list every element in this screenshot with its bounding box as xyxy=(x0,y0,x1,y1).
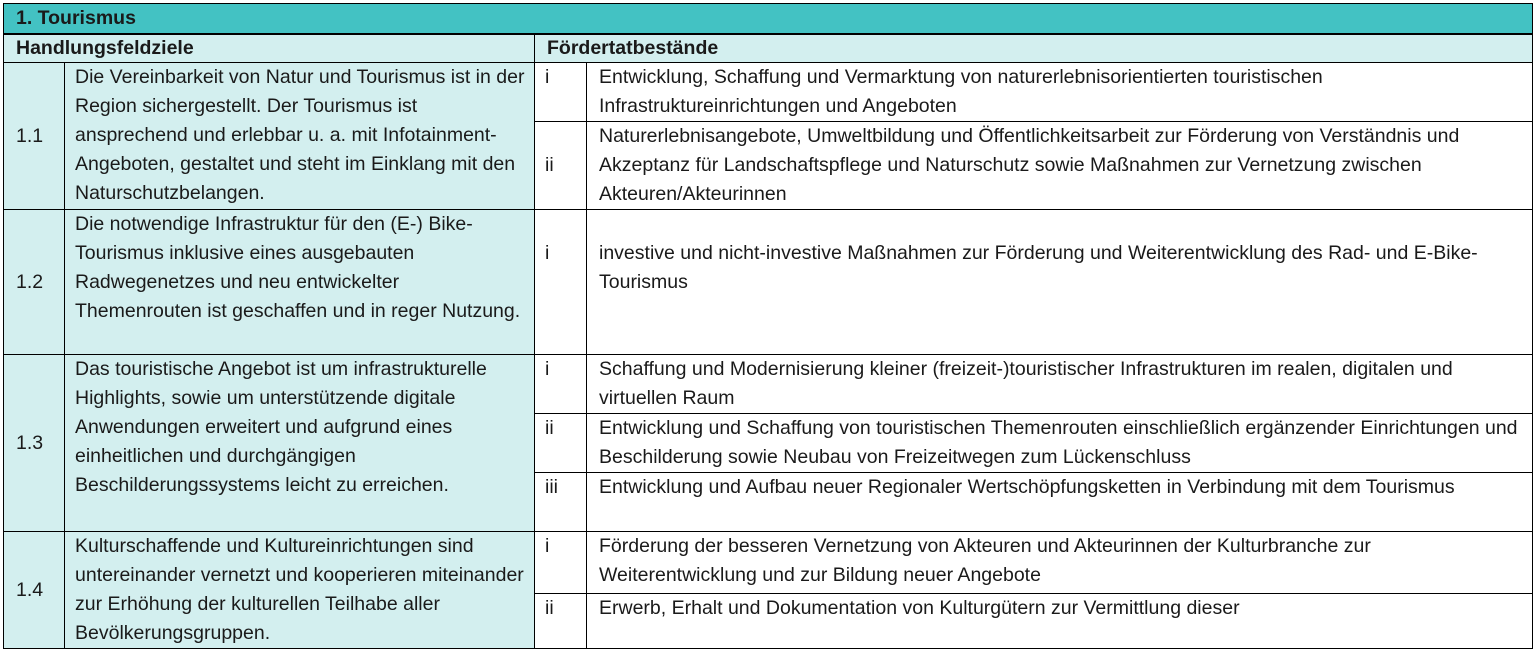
table-row xyxy=(4,532,1533,594)
measure-text: Entwicklung und Aufbau neuer Regionaler Wertschöpfungsketten in Verbindung mit dem Tourismus xyxy=(587,473,1533,532)
section-title: 1. Tourismus xyxy=(4,4,1533,35)
measure-index: i xyxy=(535,355,587,414)
goal-text: Die Vereinbarkeit von Natur und Tourismus ist in der Region sichergestellt. Der Tourismus ist ansprechend und erlebbar u. a. mit Infotainment-Angeboten, gestaltet und steht im Einklang mit den Naturschutzbelangen. xyxy=(65,63,535,210)
table-row xyxy=(4,210,1533,355)
measure-text: investive und nicht-investive Maßnahmen zur Förderung und Weiterentwicklung des Rad- und E-Bike-Tourismus xyxy=(587,210,1533,355)
measure-index: i xyxy=(535,532,587,594)
measure-index: ii xyxy=(535,593,587,648)
header-row xyxy=(4,34,1533,63)
table-row xyxy=(4,63,1533,122)
goal-text: Das touristische Angebot ist um infrastrukturelle Highlights, sowie um unterstützende digitale Anwendungen erweitert und aufgrund eines einheitlichen und durchgängigen Beschilderungssystems leicht zu erreichen. xyxy=(65,355,535,532)
tourism-table-container xyxy=(3,3,1532,649)
measure-text: Entwicklung und Schaffung von touristischen Themenrouten einschließlich ergänzender Einrichtungen und Beschilderung sowie Neubau von Freizeitwegen zum Lückenschluss xyxy=(587,414,1533,473)
goal-number: 1.2 xyxy=(4,210,65,355)
goal-number: 1.4 xyxy=(4,532,65,649)
measure-index: i xyxy=(535,210,587,355)
measure-index: iii xyxy=(535,473,587,532)
measure-text: Naturerlebnisangebote, Umweltbildung und Öffentlichkeitsarbeit zur Förderung von Verständnis und Akzeptanz für Landschaftspflege und Naturschutz sowie Maßnahmen zur Vernetzung zwischen Akteuren/Akteurinnen xyxy=(587,122,1533,210)
goal-number: 1.3 xyxy=(4,355,65,532)
measure-index: i xyxy=(535,63,587,122)
header-goals: Handlungsfeldziele xyxy=(4,34,535,63)
measure-index: ii xyxy=(535,122,587,210)
measure-text: Förderung der besseren Vernetzung von Akteuren und Akteurinnen der Kulturbranche zur Weiterentwicklung und zur Bildung neuer Angebote xyxy=(587,532,1533,594)
section-title-row xyxy=(4,4,1533,35)
measure-text: Entwicklung, Schaffung und Vermarktung von naturerlebnisorientierten touristischen Infrastruktureinrichtungen und Angeboten xyxy=(587,63,1533,122)
table-row xyxy=(4,355,1533,414)
measure-text: Schaffung und Modernisierung kleiner (freizeit-)touristischer Infrastrukturen im realen, digitalen und virtuellen Raum xyxy=(587,355,1533,414)
measure-text: Erwerb, Erhalt und Dokumentation von Kulturgütern zur Vermittlung dieser xyxy=(587,593,1533,648)
goal-text: Die notwendige Infrastruktur für den (E-) Bike-Tourismus inklusive eines ausgebauten Radwegenetzes und neu entwickelter Themenrouten ist geschaffen und in reger Nutzung. xyxy=(65,210,535,355)
goal-number: 1.1 xyxy=(4,63,65,210)
goal-text: Kulturschaffende und Kultureinrichtungen sind untereinander vernetzt und kooperieren miteinander zur Erhöhung der kulturellen Teilhabe aller Bevölkerungsgruppen. xyxy=(65,532,535,649)
measure-index: ii xyxy=(535,414,587,473)
tourism-table xyxy=(3,3,1533,649)
header-measures: Fördertatbestände xyxy=(535,34,1533,63)
